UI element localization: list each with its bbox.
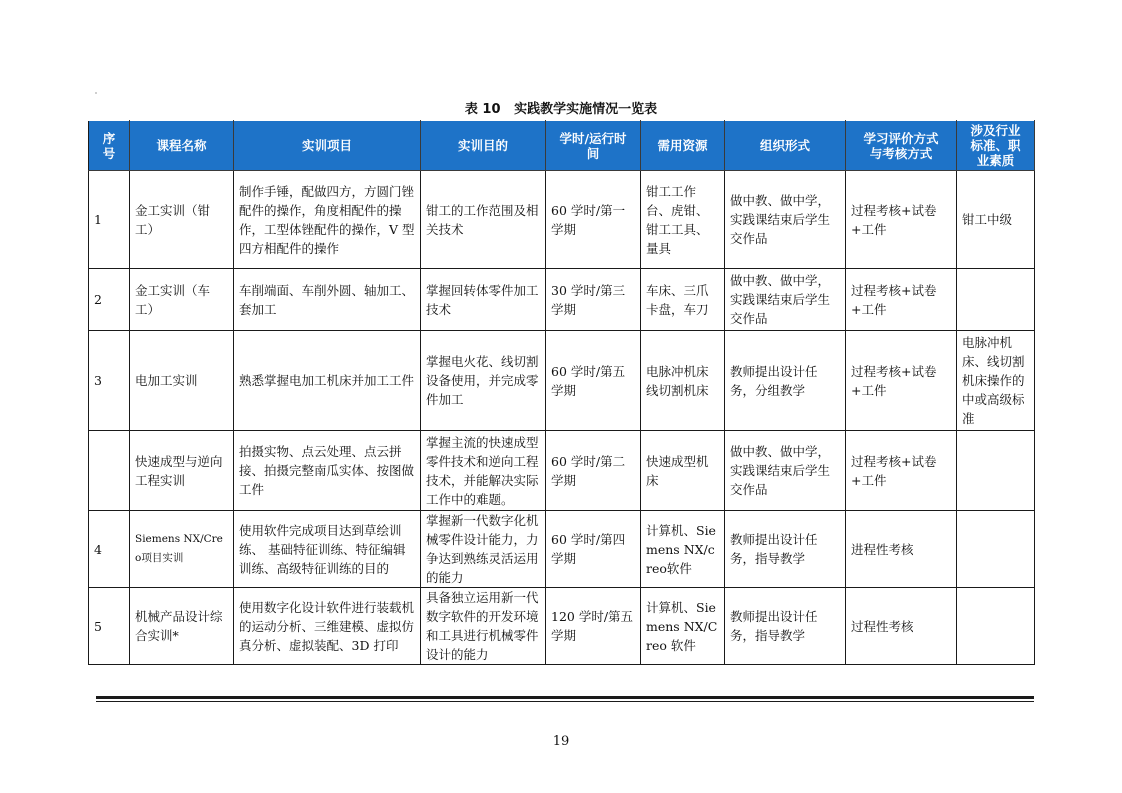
cell-resources: 车床、三爪卡盘，车刀 bbox=[641, 269, 725, 331]
cell-assessment: 进程性考核 bbox=[846, 511, 957, 588]
cell-goal: 掌握主流的快速成型零件技术和逆向工程技术，并能解决实际工作中的难题。 bbox=[421, 431, 546, 511]
header-organization bbox=[725, 121, 846, 171]
cell-project: 使用软件完成项目达到草绘训练、 基础特征训练、特征编辑训练、高级特征训练的目的 bbox=[234, 511, 421, 588]
table-header-row bbox=[89, 121, 1035, 171]
cell-resources: 电脉冲机床 线切割机床 bbox=[641, 331, 725, 431]
header-organization-text: 组织形式 bbox=[759, 138, 810, 153]
scan-dot bbox=[95, 92, 97, 94]
cell-standard bbox=[957, 269, 1035, 331]
cell-project: 车削端面、车削外圆、轴加工、套加工 bbox=[234, 269, 421, 331]
cell-hours: 60 学时/第一学期 bbox=[546, 171, 641, 269]
cell-project: 拍摄实物、点云处理、点云拼接、拍摄完整南瓜实体、按图做工件 bbox=[234, 431, 421, 511]
header-course bbox=[130, 121, 234, 171]
table-row bbox=[89, 588, 1035, 665]
cell-course: 金工实训（车工） bbox=[130, 269, 234, 331]
table-row bbox=[89, 511, 1035, 588]
cell-organization: 教师提出设计任务，分组教学 bbox=[725, 331, 846, 431]
table-caption: 表 10 实践教学实施情况一览表 bbox=[464, 102, 658, 117]
cell-project: 制作手锤，配做四方，方圆门锉配件的操作，角度相配件的操作，工型体锉配件的操作，V 型四方相配件的操作 bbox=[234, 171, 421, 269]
table-row bbox=[89, 431, 1035, 511]
cell-standard bbox=[957, 588, 1035, 665]
cell-assessment: 过程考核+试卷+工件 bbox=[846, 431, 957, 511]
cell-hours: 60 学时/第五学期 bbox=[546, 331, 641, 431]
cell-project: 使用数字化设计软件进行装载机的运动分析、三维建模、虚拟仿真分析、虚拟装配、3D 打印 bbox=[234, 588, 421, 665]
header-hours bbox=[546, 121, 641, 171]
footer-rule-thin bbox=[96, 701, 1034, 702]
header-goal bbox=[421, 121, 546, 171]
cell-project: 熟悉掌握电加工机床并加工工件 bbox=[234, 331, 421, 431]
header-goal-text: 实训目的 bbox=[457, 138, 508, 153]
table-row bbox=[89, 269, 1035, 331]
cell-assessment: 过程性考核 bbox=[846, 588, 957, 665]
cell-course: Siemens NX/Creo项目实训 bbox=[130, 511, 234, 588]
cell-goal: 具备独立运用新一代数字软件的开发环境和工具进行机械零件设计的能力 bbox=[421, 588, 546, 665]
cell-resources: 计算机、Siemens NX/creo软件 bbox=[641, 511, 725, 588]
cell-organization: 教师提出设计任务，指导教学 bbox=[725, 588, 846, 665]
header-standard-text: 涉及行业 标准、职 业素质 bbox=[970, 123, 1021, 168]
cell-organization: 做中教、做中学，实践课结束后学生交作品 bbox=[725, 171, 846, 269]
cell-assessment: 过程考核+试卷+工件 bbox=[846, 331, 957, 431]
cell-standard bbox=[957, 511, 1035, 588]
header-project-text: 实训项目 bbox=[301, 138, 352, 153]
header-index-text: 序 号 bbox=[102, 130, 116, 161]
cell-assessment: 过程考核+试卷+工件 bbox=[846, 171, 957, 269]
cell-index: 1 bbox=[89, 171, 130, 269]
cell-organization: 做中教、做中学，实践课结束后学生交作品 bbox=[725, 269, 846, 331]
header-standard bbox=[957, 121, 1035, 171]
cell-goal: 钳工的工作范围及相关技术 bbox=[421, 171, 546, 269]
cell-course: 快速成型与逆向工程实训 bbox=[130, 431, 234, 511]
cell-standard: 钳工中级 bbox=[957, 171, 1035, 269]
header-course-text: 课程名称 bbox=[156, 138, 207, 153]
header-resources-text: 需用资源 bbox=[657, 138, 708, 153]
cell-index: 2 bbox=[89, 269, 130, 331]
cell-organization: 做中教、做中学，实践课结束后学生交作品 bbox=[725, 431, 846, 511]
header-resources bbox=[641, 121, 725, 171]
cell-standard bbox=[957, 431, 1035, 511]
cell-course: 机械产品设计综合实训* bbox=[130, 588, 234, 665]
cell-index: 5 bbox=[89, 588, 130, 665]
header-index bbox=[89, 121, 130, 171]
cell-hours: 60 学时/第四学期 bbox=[546, 511, 641, 588]
header-assessment-text: 学习评价方式 与考核方式 bbox=[863, 130, 939, 161]
cell-hours: 30 学时/第三学期 bbox=[546, 269, 641, 331]
footer-rule-thick bbox=[96, 696, 1034, 699]
cell-resources: 计算机、Siemens NX/Creo 软件 bbox=[641, 588, 725, 665]
header-project bbox=[234, 121, 421, 171]
cell-resources: 快速成型机床 bbox=[641, 431, 725, 511]
cell-standard: 电脉冲机床、线切割机床操作的中或高级标准 bbox=[957, 331, 1035, 431]
cell-hours: 120 学时/第五学期 bbox=[546, 588, 641, 665]
practice-teaching-table bbox=[88, 120, 1035, 665]
header-assessment bbox=[846, 121, 957, 171]
cell-index: 3 bbox=[89, 331, 130, 431]
cell-course: 金工实训（钳工） bbox=[130, 171, 234, 269]
table-row bbox=[89, 331, 1035, 431]
cell-hours: 60 学时/第二学期 bbox=[546, 431, 641, 511]
cell-index: 4 bbox=[89, 511, 130, 588]
cell-index bbox=[89, 431, 130, 511]
cell-goal: 掌握新一代数字化机械零件设计能力，力争达到熟练灵活运用的能力 bbox=[421, 511, 546, 588]
cell-course: 电加工实训 bbox=[130, 331, 234, 431]
header-hours-text: 学时/运行时 间 bbox=[559, 130, 627, 161]
table-row bbox=[89, 171, 1035, 269]
cell-goal: 掌握回转体零件加工技术 bbox=[421, 269, 546, 331]
cell-resources: 钳工工作台、虎钳、钳工工具、量具 bbox=[641, 171, 725, 269]
cell-goal: 掌握电火花、线切割设备使用，并完成零件加工 bbox=[421, 331, 546, 431]
page-number: 19 bbox=[552, 734, 570, 749]
cell-assessment: 过程考核+试卷+工件 bbox=[846, 269, 957, 331]
cell-organization: 教师提出设计任务，指导教学 bbox=[725, 511, 846, 588]
